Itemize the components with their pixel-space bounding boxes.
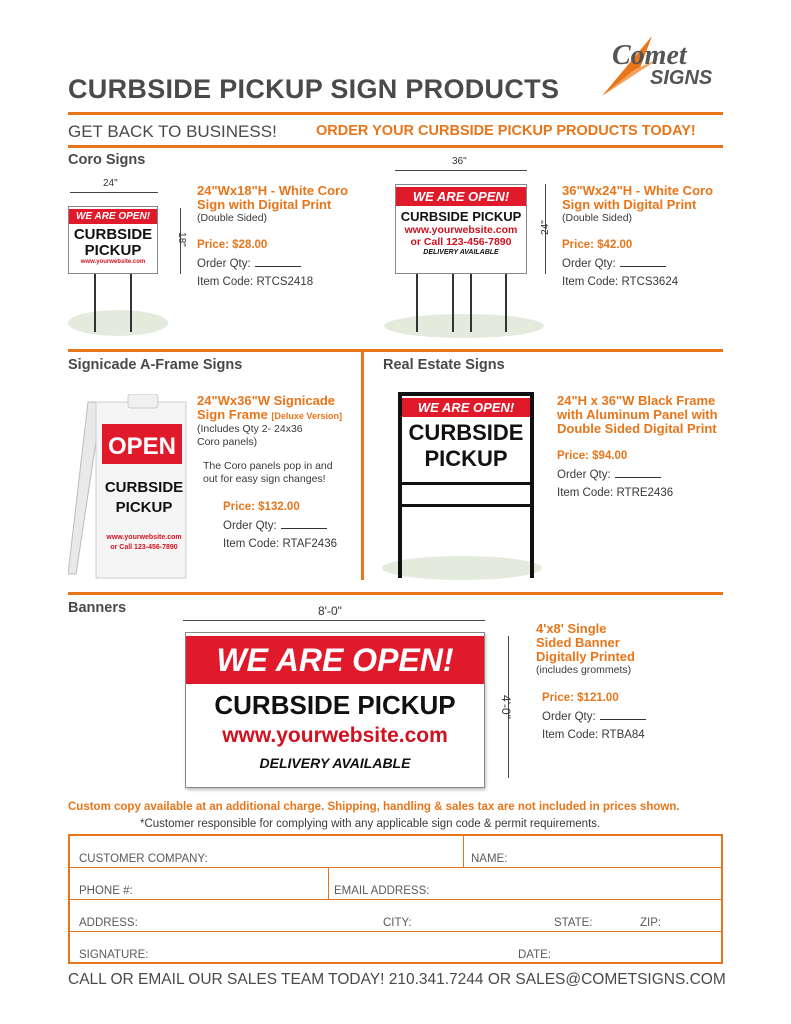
grass	[68, 310, 168, 336]
grass	[384, 314, 544, 338]
form-row-address	[70, 900, 721, 932]
product-price: Price: $121.00	[542, 692, 619, 704]
section-coro-title: Coro Signs	[68, 152, 146, 168]
dim-label-4ft: 4'-0"	[498, 695, 513, 719]
order-qty-field[interactable]	[281, 519, 327, 529]
product-title: 36"Wx24"H - White Coro	[562, 183, 714, 198]
tagline-cta: ORDER YOUR CURBSIDE PICKUP PRODUCTS TODAY!	[316, 123, 696, 139]
aframe-pickup: PICKUP	[115, 499, 173, 516]
banner-info	[536, 622, 635, 677]
product-title: Double Sided Digital Print	[557, 421, 717, 436]
product-title: 24"Wx18"H - White Coro	[197, 183, 349, 198]
title-divider	[68, 112, 723, 115]
field-zip[interactable]: ZIP:	[640, 917, 662, 929]
product-title: Sided Banner	[536, 635, 620, 650]
custom-copy-notice: Custom copy available at an additional charge. Shipping, handling & sales tax are not included in prices shown.	[68, 801, 680, 813]
sign-curbside: CURBSIDE	[73, 226, 153, 243]
field-address[interactable]: ADDRESS:	[79, 917, 138, 929]
sign-curbside: CURBSIDE	[408, 420, 524, 445]
section-divider	[68, 592, 723, 595]
realestate-sign	[402, 396, 530, 482]
footer-contact: CALL OR EMAIL OUR SALES TEAM TODAY! 210.341.7244 OR SALES@COMETSIGNS.COM	[68, 971, 726, 988]
order-qty	[562, 257, 713, 270]
sign-url: www.yourwebsite.com	[222, 724, 448, 747]
comet-signs-logo	[600, 28, 726, 98]
product-title: with Aluminum Panel with	[557, 407, 718, 422]
product-price: Price: $132.00	[223, 501, 300, 513]
order-qty	[197, 257, 348, 270]
sign-open-strip: WE ARE OPEN!	[396, 187, 526, 206]
section-banners-title: Banners	[68, 600, 127, 616]
coro-small-info	[197, 184, 348, 288]
sign-curbside-pickup: CURBSIDE PICKUP	[400, 209, 522, 224]
coro-large-info	[562, 184, 713, 288]
coro-large-sign	[395, 184, 527, 274]
stake	[416, 274, 418, 332]
sign-pickup: PICKUP	[424, 446, 508, 471]
banner-pricing	[542, 692, 646, 741]
sign-pickup: PICKUP	[84, 242, 142, 259]
product-price: Price: $42.00	[562, 239, 633, 251]
dim-line-width	[70, 192, 158, 193]
product-title-part: Sign Frame	[197, 407, 268, 422]
section-aframe-title: Signicade A-Frame Signs	[68, 357, 243, 373]
page-title: CURBSIDE PICKUP SIGN PRODUCTS	[68, 74, 560, 104]
sign-open-strip: WE ARE OPEN!	[69, 209, 157, 224]
sign-delivery: DELIVERY AVAILABLE	[423, 249, 499, 256]
stake	[452, 274, 454, 332]
field-name[interactable]: NAME:	[471, 853, 508, 865]
product-price: Price: $28.00	[197, 239, 268, 251]
product-note: Coro panels)	[197, 436, 258, 448]
dim-line-width	[183, 620, 485, 621]
order-qty-field[interactable]	[615, 468, 661, 478]
field-date[interactable]: DATE:	[518, 949, 552, 961]
tagline-divider	[68, 145, 723, 148]
field-state[interactable]: STATE:	[554, 917, 593, 929]
product-title-version: [Deluxe Version]	[271, 411, 342, 421]
dim-label-18: 18"	[175, 232, 187, 247]
sign-call: or Call 123-456-7890	[410, 236, 512, 248]
order-qty-label: Order Qty:	[557, 469, 611, 481]
product-title: Sign with Digital Print	[197, 197, 332, 212]
product-title: 4'x8' Single	[536, 621, 607, 636]
tagline: GET BACK TO BUSINESS!	[68, 122, 277, 141]
product-title	[197, 408, 342, 423]
field-signature[interactable]: SIGNATURE:	[79, 949, 149, 961]
order-qty-label: Order Qty:	[223, 520, 277, 532]
dim-label-8ft: 8'-0"	[318, 604, 342, 618]
stake	[505, 274, 507, 332]
section-realestate-title: Real Estate Signs	[383, 357, 505, 373]
product-note: (Double Sided)	[197, 212, 268, 224]
stake	[130, 272, 132, 332]
field-company[interactable]: CUSTOMER COMPANY:	[79, 853, 208, 865]
coro-small-sign	[68, 206, 158, 274]
order-qty	[542, 710, 646, 723]
aframe-url: www.yourwebsite.com	[106, 534, 182, 541]
form-row-company	[70, 836, 721, 868]
product-note: (includes grommets)	[536, 664, 632, 676]
aframe-open-word: OPEN	[107, 433, 177, 460]
dim-label-36: 36"	[452, 156, 467, 167]
product-title: 24"Wx36"W Signicade	[197, 393, 336, 408]
sign-url: www.yourwebsite.com	[404, 224, 518, 236]
item-code: Item Code: RTAF2436	[223, 538, 337, 550]
product-desc: out for easy sign changes!	[203, 473, 326, 485]
order-qty-field[interactable]	[620, 257, 666, 267]
field-email[interactable]: EMAIL ADDRESS:	[334, 885, 430, 897]
banner-sign	[185, 632, 485, 788]
order-qty	[557, 468, 718, 481]
field-city[interactable]: CITY:	[383, 917, 412, 929]
order-qty-label: Order Qty:	[542, 711, 596, 723]
item-code: Item Code: RTCS3624	[562, 276, 679, 288]
section-divider	[68, 349, 723, 352]
aframe-pricing	[223, 501, 337, 550]
stake	[94, 272, 96, 332]
permit-notice: *Customer responsible for complying with any applicable sign code & permit requirements.	[140, 818, 601, 830]
logo-word-signs: SIGNS	[650, 67, 713, 89]
sign-curbside-pickup: CURBSIDE PICKUP	[214, 690, 456, 720]
sign-url: www.yourwebsite.com	[80, 259, 146, 265]
column-divider	[361, 352, 364, 580]
product-title: Sign with Digital Print	[562, 197, 697, 212]
dim-label-24: 24"	[103, 178, 118, 189]
comet-logo-graphic	[600, 28, 726, 98]
order-form	[68, 834, 723, 964]
product-note: (Double Sided)	[562, 212, 633, 224]
dim-line-width	[395, 170, 527, 171]
product-title: 24"H x 36"W Black Frame	[557, 393, 716, 408]
item-code: Item Code: RTRE2436	[557, 487, 674, 499]
stake	[470, 274, 472, 332]
form-row-signature	[70, 932, 721, 964]
form-divider	[328, 868, 329, 900]
product-price: Price: $94.00	[557, 450, 628, 462]
item-code: Item Code: RTBA84	[542, 729, 645, 741]
aframe-curbside: CURBSIDE	[104, 479, 184, 496]
form-row-phone	[70, 868, 721, 900]
realestate-info	[557, 394, 718, 499]
product-desc: The Coro panels pop in and	[203, 460, 333, 472]
order-qty-label: Order Qty:	[562, 258, 616, 270]
aframe-call: or Call 123-456-7890	[110, 544, 178, 551]
sign-open-strip: WE ARE OPEN!	[402, 398, 530, 417]
logo-word-comet: Comet	[612, 40, 687, 71]
product-note: (Includes Qty 2- 24x36	[197, 423, 303, 435]
item-code: Item Code: RTCS2418	[197, 276, 314, 288]
field-phone[interactable]: PHONE #:	[79, 885, 133, 897]
dim-label-24: 24"	[539, 220, 551, 235]
aframe-info	[197, 394, 342, 486]
order-qty-field[interactable]	[600, 710, 646, 720]
order-qty-field[interactable]	[255, 257, 301, 267]
order-qty	[223, 519, 337, 532]
product-title: Digitally Printed	[536, 649, 635, 664]
order-qty-label: Order Qty:	[197, 258, 251, 270]
sign-delivery: DELIVERY AVAILABLE	[259, 755, 411, 771]
aframe-graphic	[68, 394, 198, 580]
sign-open-strip: WE ARE OPEN!	[186, 636, 484, 684]
form-divider	[463, 836, 464, 868]
